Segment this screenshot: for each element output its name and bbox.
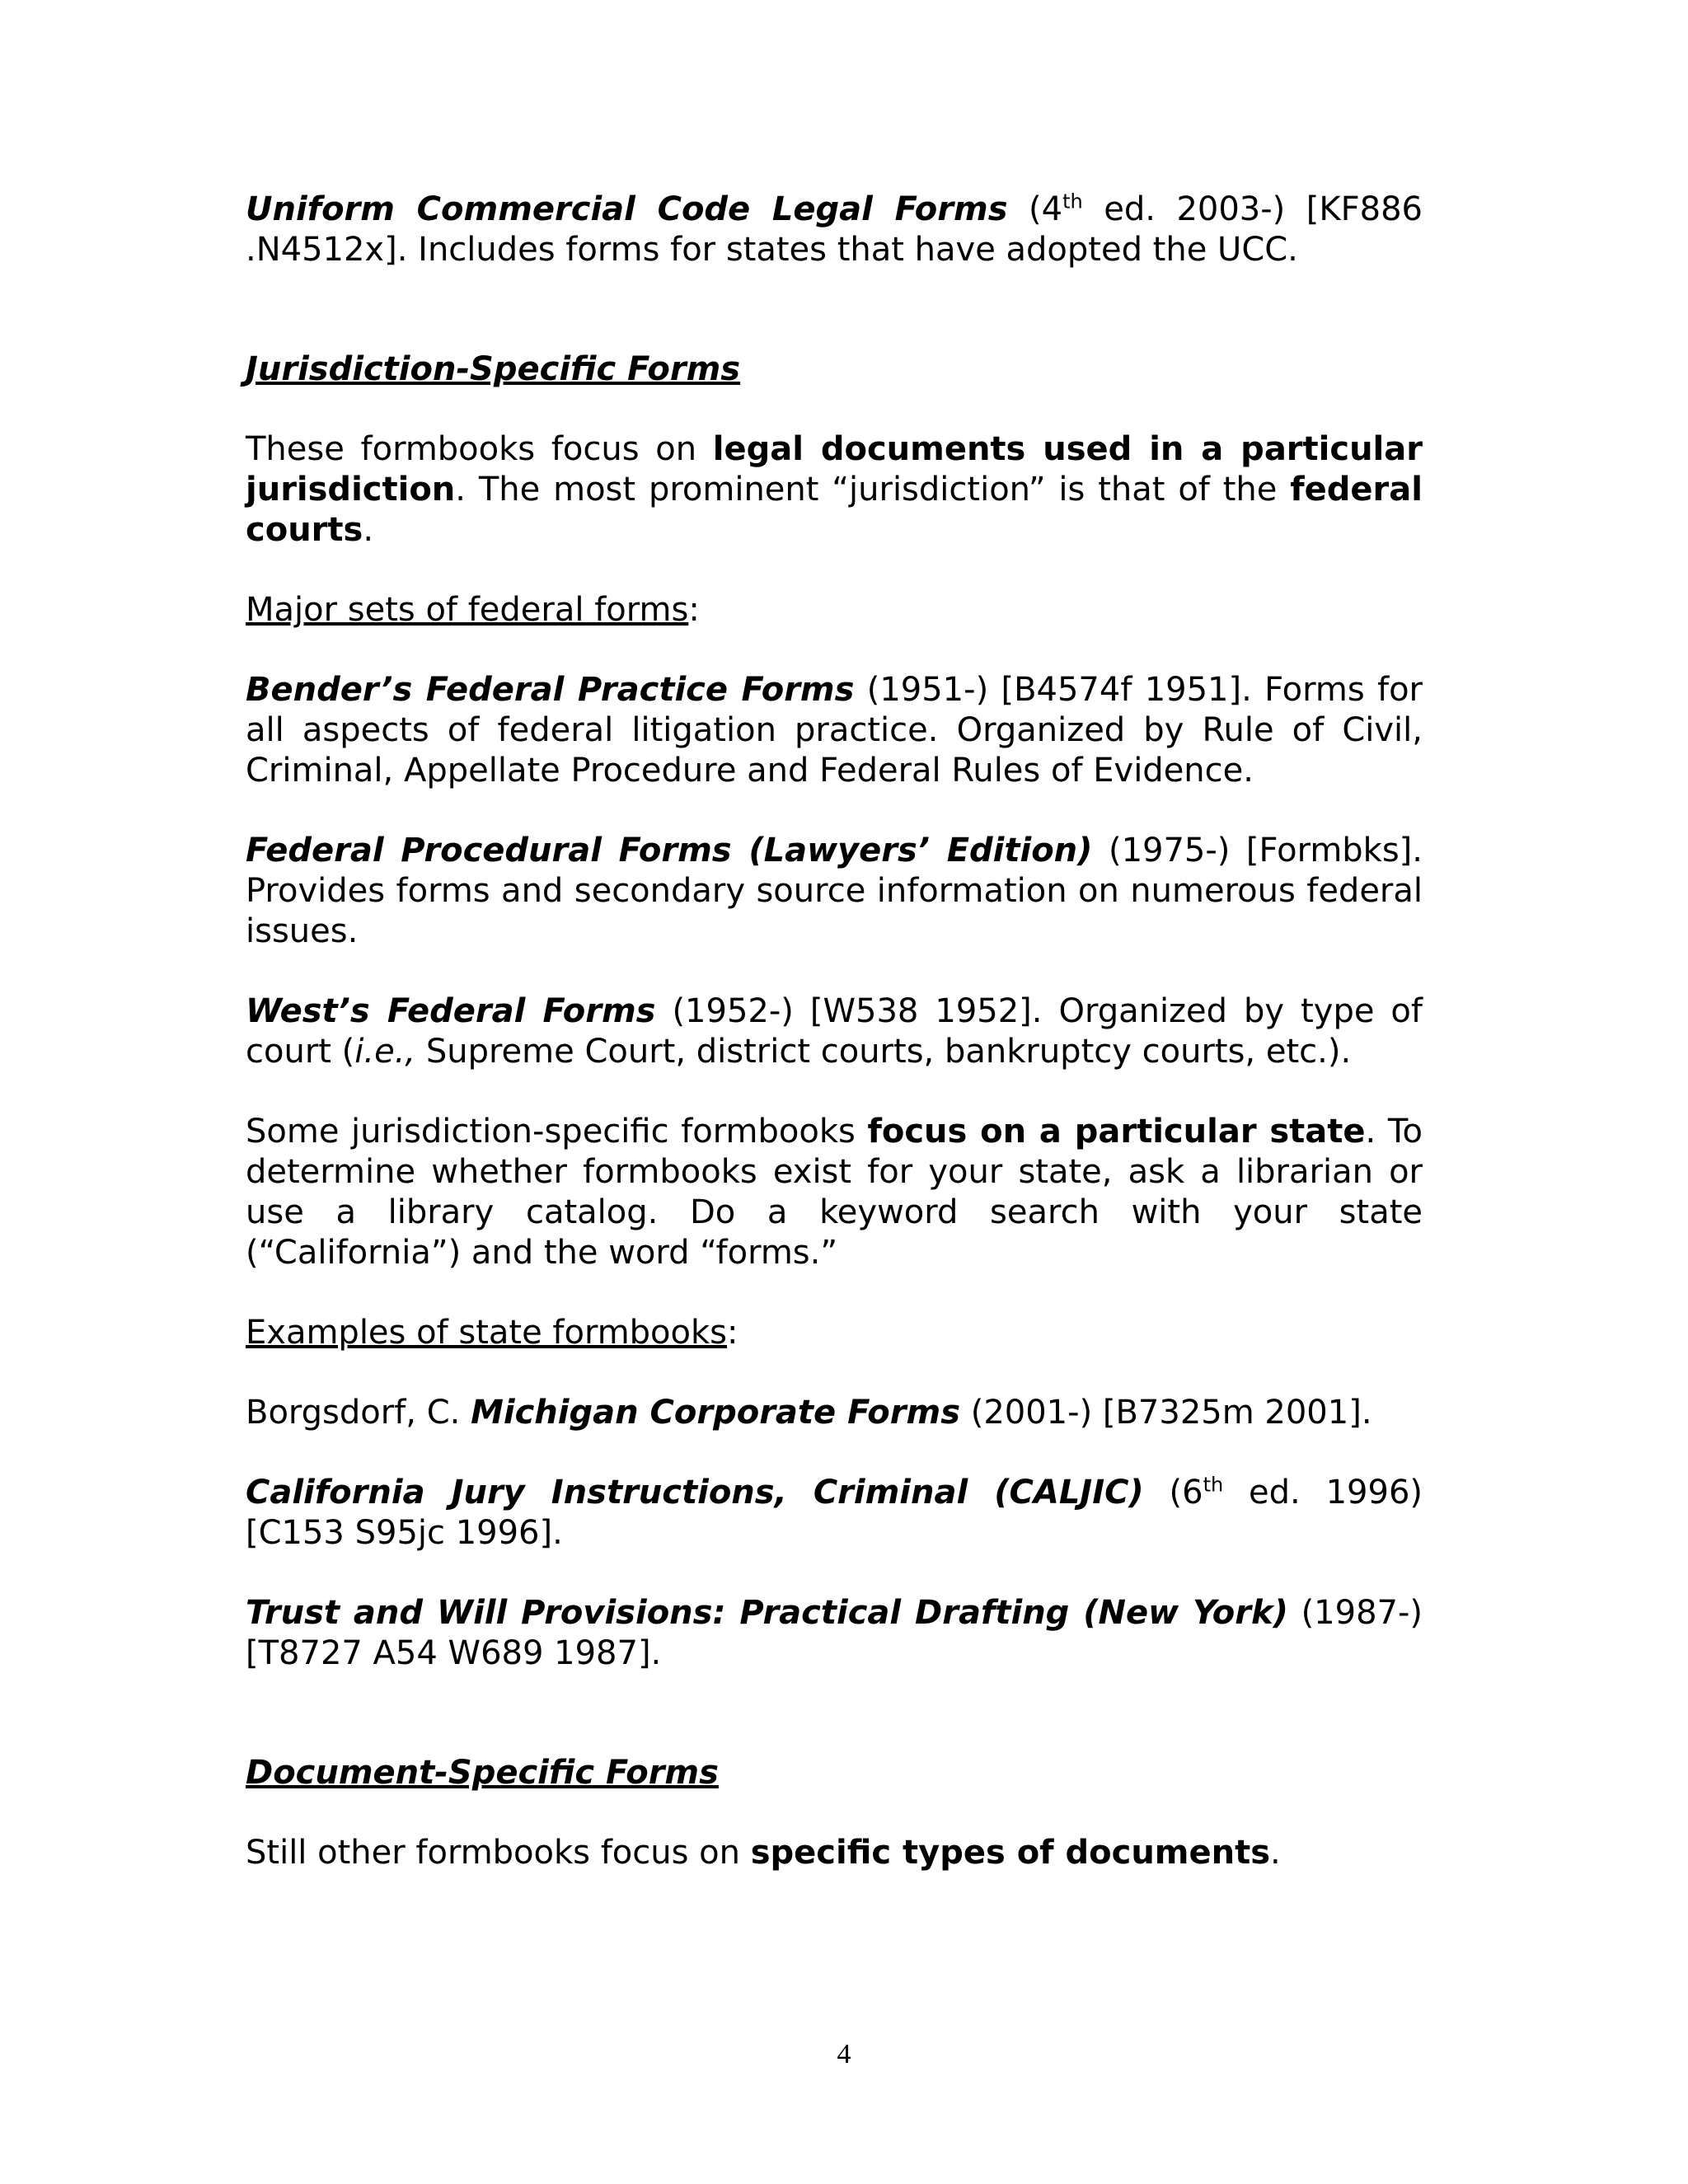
document-intro bbox=[246, 1833, 1423, 1873]
section-heading-document: Document-Specific Forms bbox=[246, 1754, 719, 1792]
jurisdiction-intro bbox=[246, 429, 1423, 551]
entry-title: Uniform Commercial Code Legal Forms bbox=[246, 190, 1008, 228]
bold-run: focus on a particular state bbox=[867, 1113, 1366, 1151]
text-run: Still other formbooks focus on bbox=[246, 1834, 751, 1872]
entry-title: Trust and Will Provisions: Practical Drafting (New York) bbox=[246, 1594, 1288, 1632]
entry-wests bbox=[246, 991, 1423, 1072]
entry-borgsdorf bbox=[246, 1393, 1423, 1433]
entry-description: ed. 1996) [C153 S95jc 1996]. bbox=[246, 1474, 1423, 1552]
text-run: . bbox=[363, 511, 374, 549]
section-heading-jurisdiction: Jurisdiction-Specific Forms bbox=[246, 350, 741, 388]
state-formbooks-label bbox=[246, 1313, 1423, 1353]
bold-run: legal documents used in a particular jurisdiction bbox=[246, 430, 1423, 509]
ordinal-suffix: th bbox=[1203, 1473, 1224, 1497]
entry-description: (1951-) [B4574f 1951]. Forms for all aspects of federal litigation practice. Organized by Rule of Civil, Criminal, Appellate Procedure and Federal Rules of Evidence. bbox=[246, 671, 1423, 790]
text-run: . bbox=[1270, 1834, 1281, 1872]
entry-title: Federal Procedural Forms (Lawyers’ Edition) bbox=[246, 832, 1093, 869]
federal-forms-label bbox=[246, 590, 1423, 630]
label-colon: : bbox=[727, 1314, 738, 1352]
entry-title: Michigan Corporate Forms bbox=[471, 1394, 961, 1432]
entry-edition-open: (4 bbox=[1007, 190, 1063, 228]
text-run: . To determine whether formbooks exist for your state, ask a librarian or use a library catalog. Do a keyword search with your state (“California”) and the word “forms.” bbox=[246, 1113, 1423, 1272]
page-content bbox=[246, 190, 1423, 1913]
entry-description: ed. 2003-) [KF886 .N4512x]. Includes forms for states that have adopted the UCC. bbox=[246, 190, 1423, 269]
text-run: Some jurisdiction-specific formbooks bbox=[246, 1113, 868, 1151]
entry-benders bbox=[246, 670, 1423, 791]
entry-title: West’s Federal Forms bbox=[246, 992, 656, 1030]
entry-ucc-forms bbox=[246, 190, 1423, 270]
text-run: . The most prominent “jurisdiction” is that of the bbox=[455, 471, 1291, 509]
text-run: These formbooks focus on bbox=[246, 430, 713, 468]
entry-description-cont: Supreme Court, district courts, bankruptcy courts, etc.). bbox=[415, 1033, 1352, 1071]
entry-description: (2001-) [B7325m 2001]. bbox=[960, 1394, 1372, 1432]
entry-description: (1975-) [Formbks]. Provides forms and secondary source information on numerous federal issues. bbox=[246, 832, 1423, 950]
entry-title: California Jury Instructions, Criminal (CALJIC) bbox=[246, 1474, 1144, 1511]
bold-run: specific types of documents bbox=[750, 1834, 1271, 1872]
italic-run: i.e., bbox=[354, 1033, 416, 1071]
entry-description: (1987-) [T8727 A54 W689 1987]. bbox=[246, 1594, 1423, 1672]
page-number: 4 bbox=[837, 2039, 851, 2069]
underlined-label: Major sets of federal forms bbox=[246, 591, 689, 629]
ordinal-suffix: th bbox=[1062, 190, 1083, 213]
entry-federal-procedural bbox=[246, 831, 1423, 952]
entry-title: Bender’s Federal Practice Forms bbox=[246, 671, 855, 709]
underlined-label: Examples of state formbooks bbox=[246, 1314, 728, 1352]
entry-trust-will bbox=[246, 1593, 1423, 1674]
entry-description: (1952-) [W538 1952]. Organized by type of court ( bbox=[246, 992, 1423, 1071]
entry-caljic bbox=[246, 1473, 1423, 1554]
entry-edition-open: (6 bbox=[1143, 1474, 1203, 1511]
label-colon: : bbox=[688, 591, 700, 629]
state-intro bbox=[246, 1112, 1423, 1273]
bold-run: federal courts bbox=[246, 471, 1423, 549]
entry-author: Borgsdorf, C. bbox=[246, 1394, 471, 1432]
